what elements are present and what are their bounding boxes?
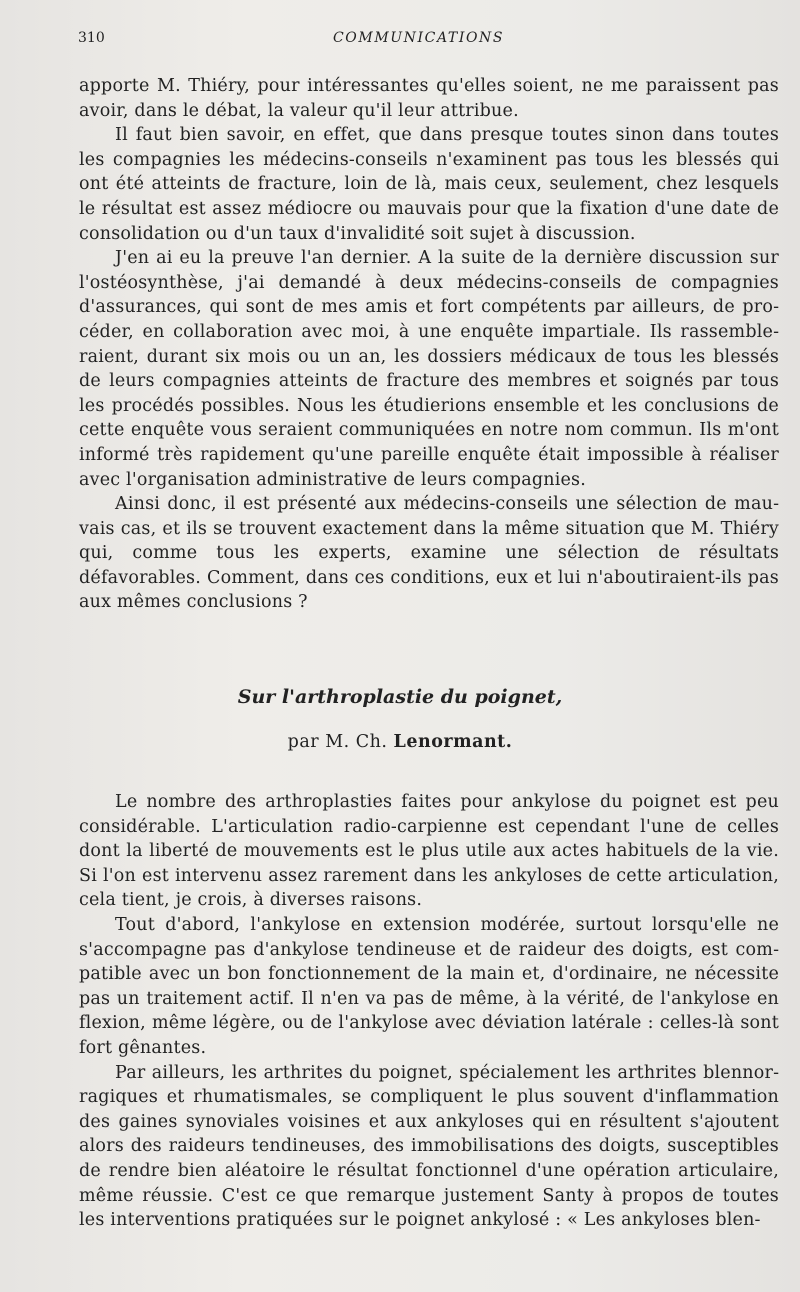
running-head [78,30,778,50]
paragraph: Le nombre des arthroplasties faites pour ankylose du poignet est peu considérable. L'articulation radio-carpienne est cependant l'une de celles dont la liberté de mouvements est le plus utile aux actes habituels de la vie. Si l'on est intervenu assez rarement dans les ankyloses de cette articulation, cela tient, je crois, à diverses raisons. [79,792,779,911]
author-name: Lenormant. [393,732,513,752]
paragraph: apporte M. Thiéry, pour intéressantes qu'elles soient, ne me paraissent pas avoir, dans le débat, la valeur qu'il leur attribue. [79,76,779,121]
discussion-text [79,74,779,615]
author-prefix: par M. Ch. [287,732,394,752]
article-title: Sur l'arthroplastie du poignet, [237,686,563,708]
paragraph: Tout d'abord, l'ankylose en extension modérée, surtout lorsqu'elle ne s'accompagne pas d'ankylose tendineuse et de raideur des doigts, est compatible avec un bon fonctionnement de la main et, d'ordinaire, ne nécessite pas un traitement actif. Il n'en va pas de même, à la vérité, de l'ankylose en flexion, même légère, ou de l'ankylose avec déviation latérale : celles-là sont fort gênantes. [79,914,779,1058]
paragraph: Il faut bien savoir, en effet, que dans presque toutes sinon dans toutes les compagnies les médecins-conseils n'examinent pas tous les blessés qui ont été atteints de fracture, loin de là, mais ceux, seulement, chez lesquels le résultat est assez médiocre ou mauvais pour que la fixation d'une date de consolidation ou d'un taux d'invalidité soit sujet à discussion. [79,125,779,244]
running-title: COMMUNICATIONS [333,30,505,46]
article-text [79,790,779,1233]
paragraph: J'en ai eu la preuve l'an dernier. A la suite de la dernière discussion sur l'ostéosynthèse, j'ai demandé à deux médecins-conseils de compagnies d'assurances, qui sont de mes amis et fort compétents par ailleurs, de procéder, en collaboration avec moi, à une enquête impartiale. Ils rassembleraient, durant six mois ou un an, les dossiers médicaux de tous les blessés de leurs compagnies atteints de fracture des membres et soignés par tous les procédés possibles. Nous les étudierions ensemble et les conclusions de cette enquête vous seraient communiquées en notre nom commun. Ils m'ont informé très rapidement qu'une pareille enquête était impossible à réaliser avec l'organisation administrative de leurs compagnies. [79,248,779,490]
paragraph: Ainsi donc, il est présenté aux médecins-conseils une sélection de mauvais cas, et ils se trouvent exactement dans la même situation que M. Thiéry qui, comme tous les experts, examine une sélection de résultats défavorables. Comment, dans ces conditions, eux et lui n'aboutiraient-ils pas aux mêmes conclusions ? [79,494,779,613]
page-number: 310 [78,30,105,46]
paragraph: Par ailleurs, les arthrites du poignet, spécialement les arthrites blennorragiques et rhumatismales, se compliquent le plus souvent d'inflammation des gaines synoviales voisines et aux ankyloses qui en résultent s'ajoutent alors des raideurs tendineuses, des immobilisations des doigts, susceptibles de rendre bien aléatoire le résultat fonctionnel d'une opération articulaire, même réussie. C'est ce que remarque justement Santy à propos de toutes les interventions pratiquées sur le poignet ankylosé : « Les ankyloses blen- [79,1062,779,1231]
article-author [0,732,800,752]
